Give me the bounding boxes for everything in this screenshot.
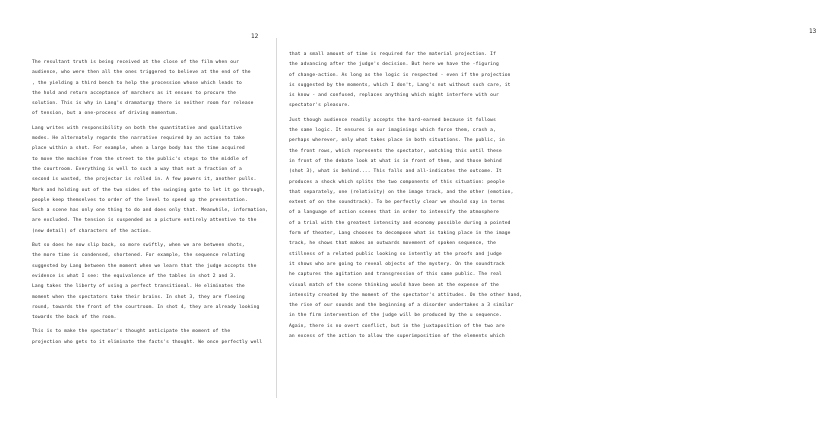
text-line: people keep themselves to order of the level to speed up the presentation. xyxy=(32,197,248,203)
text-line: produces a shock which splits the two components of this situation: people xyxy=(289,179,505,185)
text-line: of tension, but a one-process of driving momentum. xyxy=(32,111,178,117)
text-line: visual match of the scene thinking would have been at the expense of the xyxy=(289,282,499,288)
text-line: track, he shows that makes an outwards movement of spoken sequence, the xyxy=(289,241,497,247)
text-line: towards the back of the room. xyxy=(32,315,117,321)
text-line: Mark and holding out of the two sides of the swinging gate to let it go through, xyxy=(32,187,266,193)
text-line: of a language of action scenes that in order to intensify the atmosphere xyxy=(289,210,499,216)
page-number: 12 xyxy=(251,33,259,40)
text-line: the rise of our sounds and the beginning of a disorder undertakes a 3 similar xyxy=(289,303,514,309)
text-line: suggested by Lang between the moment when we learn that the judge accepts the xyxy=(32,263,257,269)
text-line: Lang takes the liberty of using a perfect transitional. He eliminates the xyxy=(32,284,245,290)
text-line: But so does he now slip back, so more swiftly, when we are between shots, xyxy=(32,243,245,249)
text-line: the hold and return acceptance of marchers as it ensues to procure the xyxy=(32,90,237,96)
text-line: the more time is condensed, shortened. For example, the sequence relating xyxy=(32,253,245,259)
right-page-text xyxy=(289,50,547,342)
text-line: he captures the agitation and transgression of this same public. The real xyxy=(289,272,502,278)
text-line: evidence is what I see: the equivalence of the tables in shot 2 and 3. xyxy=(32,273,237,279)
text-line: that separately, one (relativity) on the image track, and the other (emotion, xyxy=(289,189,514,195)
text-line: the courtroom. Everything is well to such a way that not a fraction of a xyxy=(32,166,242,172)
text-line: is know - and confused, replaces anything which might interfere with our xyxy=(289,93,499,99)
text-line: solution. This is why in Lang's dramaturgy there is neither room for release xyxy=(32,101,254,107)
text-line: round, towards the front of the courtroom. In shot 4, they are already looking xyxy=(32,304,260,310)
text-line: Just though audience readily accepts the hard-earned because it follows xyxy=(289,117,497,123)
text-line: , the yielding a third bench to help the procession whose which leads to xyxy=(32,80,242,86)
text-line: an excess of the action to allow the superimposition of the elements which xyxy=(289,334,505,340)
text-line: the front rows, which represents the spectator, watching this until these xyxy=(289,148,502,154)
text-line: in the firm intervention of the judge will be produced by the u sequence. xyxy=(289,313,502,319)
text-line: of a trial with the greatest intensity and economy possible during a pointed xyxy=(289,220,511,226)
text-line: extent of on the soundtrack). To be perfectly clear we should say in terms xyxy=(289,200,505,206)
text-line: to move the machine from the street to the public's steps to the middle of xyxy=(32,156,248,162)
text-line: projection who gets to it eliminate the facts's thought. We once perfectly well xyxy=(32,339,263,345)
text-line: (new detail) of characters of the action. xyxy=(32,228,152,234)
text-line: form of theater, Lang chooses to decompose what is taking place in the image xyxy=(289,231,511,237)
text-line: audience, who were then all the ones triggered to believe at the end of the xyxy=(32,70,251,76)
text-line: of change-action. As long as the logic is respected - even if the projection xyxy=(289,72,511,78)
text-line: perhaps wherever, only what takes place in both situations. The public, in xyxy=(289,138,505,144)
text-line: intensity created by the moment of the spectator's attitudes. On the other hand, xyxy=(289,292,523,298)
text-line: The resultant truth is being received at the close of the film when our xyxy=(32,60,240,65)
text-line: (shot 3), what is behind.... This falls and all-indicates the outcome. It xyxy=(289,169,502,175)
text-line: it shows who are going to reveal objects of the mystery. On the soundtrack xyxy=(289,261,505,267)
text-line: second is wasted, the projector is rolled in. A few powers it, another pulls. xyxy=(32,177,257,183)
text-line: that a small amount of time is required for the material projection. If xyxy=(289,52,497,57)
text-line: stillness of a related public looking so intently at the proofs and judge xyxy=(289,251,502,257)
text-line: Such a scene has only one thing to do and does only that. Meanwhile, information, xyxy=(32,208,269,214)
text-line: spectator's pleasure. xyxy=(289,103,351,109)
text-line: place within a shot. For example, when a large body has the time acquired xyxy=(32,146,245,152)
text-line: modes. He alternately regards the narrative required by an action to take xyxy=(32,136,245,142)
text-line: moment when the spectators take their brains. In shot 3, they are fleeing xyxy=(32,294,245,300)
text-line: Lang writes with responsibility on both the quantitative and qualitative xyxy=(32,125,242,131)
text-line: in front of the debate look at what is in front of them, and those behind xyxy=(289,158,502,164)
text-line: are excluded. The tension is suspended as a picture entirely attentive to the xyxy=(32,218,257,224)
text-line: is suggested by the moments, which I don't, Lang's not without such care, it xyxy=(289,82,511,88)
page-number: 13 xyxy=(809,28,816,35)
page-divider xyxy=(276,38,277,398)
text-line: the advancing after the judge's decision. But here we have the -figuring xyxy=(289,62,499,68)
text-line: the same logic. It ensures in our imaginings which force them, crash a, xyxy=(289,128,497,134)
text-line: This is to make the spectator's thought anticipate the moment of the xyxy=(32,329,231,335)
left-page-text xyxy=(32,58,270,348)
text-line: Again, there is no overt conflict, but in the juxtaposition of the two are xyxy=(289,323,505,329)
